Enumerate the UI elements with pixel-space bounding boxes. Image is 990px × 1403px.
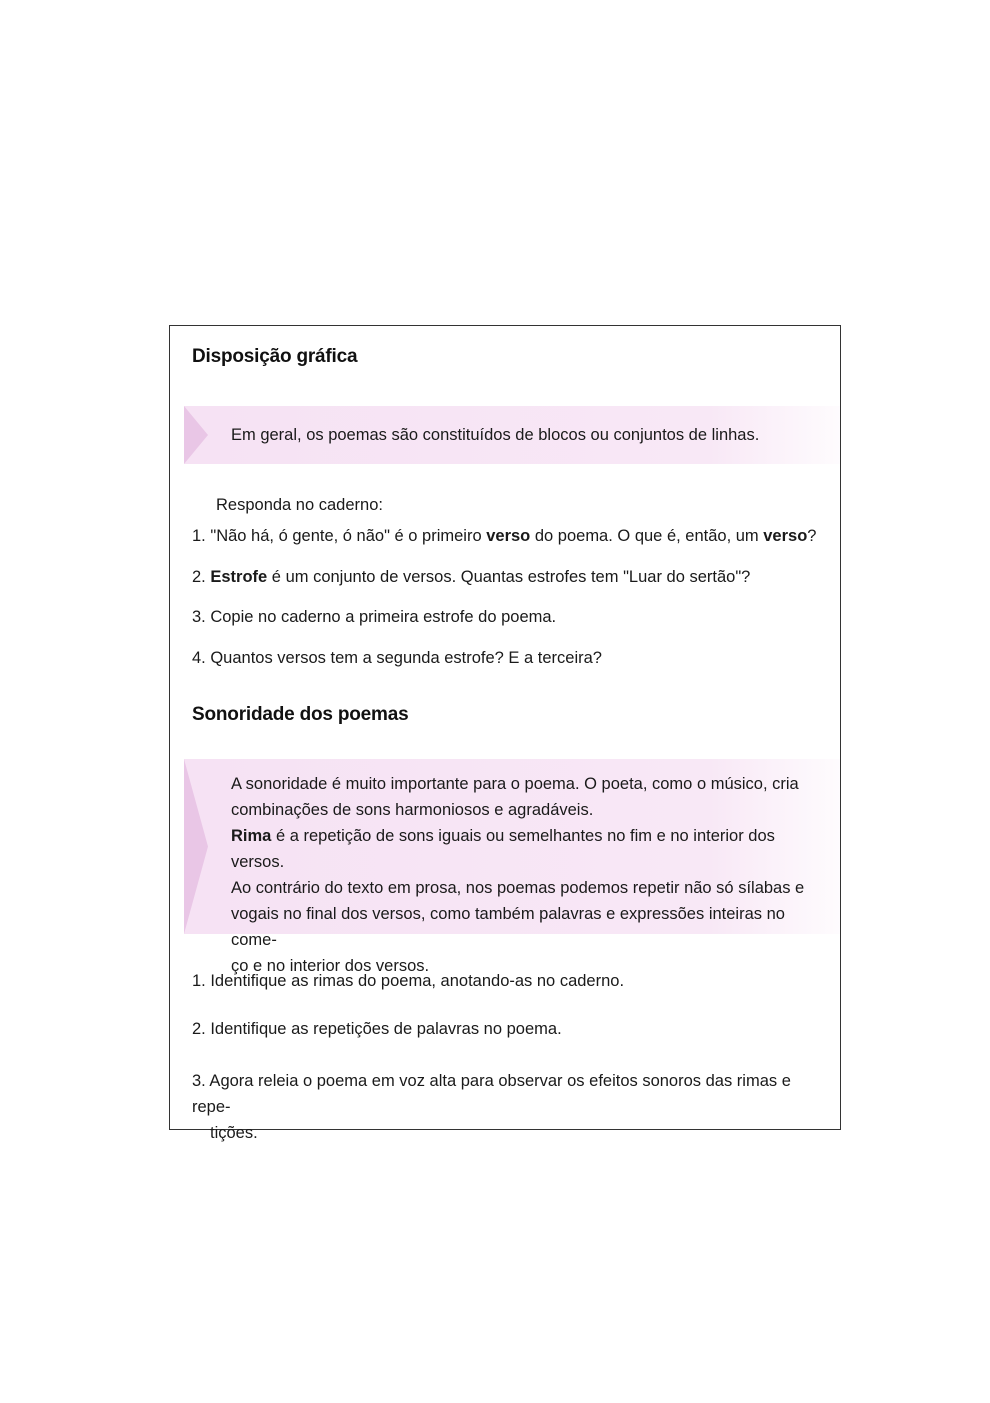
section-title-disposicao: Disposição gráfica — [192, 346, 358, 367]
q7-line-2: tições. — [210, 1124, 258, 1142]
callout-line: Ao contrário do texto em prosa, nos poemas podemos repetir não só sílabas e — [231, 879, 805, 897]
content-box — [169, 325, 841, 1142]
callout-line — [231, 823, 822, 875]
rima-definition: é a repetição de sons iguais ou semelhantes no fim e no interior dos versos. — [231, 827, 775, 871]
info-callout-sonoridade — [184, 759, 840, 975]
q1-text-a: 1. "Não há, ó gente, ó não" é o primeiro — [192, 527, 487, 545]
q2-term-estrofe: Estrofe — [210, 568, 268, 586]
q2-text: é um conjunto de versos. Quantas estrofes tem "Luar do sertão"? — [267, 568, 751, 586]
question-6: 2. Identifique as repetições de palavras no poema. — [192, 1020, 562, 1038]
term-rima: Rima — [231, 827, 272, 845]
callout-text: Em geral, os poemas são constituídos de blocos ou conjuntos de linhas. — [231, 426, 760, 444]
callout-line: A sonoridade é muito importante para o poema. O poeta, como o músico, cria — [231, 775, 799, 793]
callout-line: vogais no final dos versos, como também palavras e expressões inteiras no come- — [231, 905, 785, 949]
q1-text-d: ? — [807, 527, 817, 545]
q7-line-1: 3. Agora releia o poema em voz alta para observar os efeitos sonoros das rimas e repe- — [192, 1072, 791, 1116]
question-7 — [192, 1068, 828, 1146]
callout-arrow-icon — [184, 406, 208, 464]
question-1 — [192, 523, 828, 549]
question-2 — [192, 564, 828, 590]
info-callout-disposicao — [184, 406, 840, 464]
q1-term-verso-2: verso — [763, 527, 808, 545]
q2-num: 2. — [192, 568, 211, 586]
question-3: 3. Copie no caderno a primeira estrofe do poema. — [192, 608, 557, 626]
question-5: 1. Identifique as rimas do poema, anotando-as no caderno. — [192, 972, 625, 990]
callout-line: combinações de sons harmoniosos e agradáveis. — [231, 801, 594, 819]
instruction-label: Responda no caderno: — [216, 496, 383, 514]
q1-text-c: do poema. O que é, então, um — [530, 527, 764, 545]
section-title-sonoridade: Sonoridade dos poemas — [192, 704, 409, 725]
callout-line: ço e no interior dos versos. — [231, 957, 430, 975]
q1-term-verso: verso — [486, 527, 531, 545]
callout-text — [231, 771, 822, 979]
question-4: 4. Quantos versos tem a segunda estrofe? E a terceira? — [192, 649, 602, 667]
callout-arrow-icon — [184, 759, 208, 934]
